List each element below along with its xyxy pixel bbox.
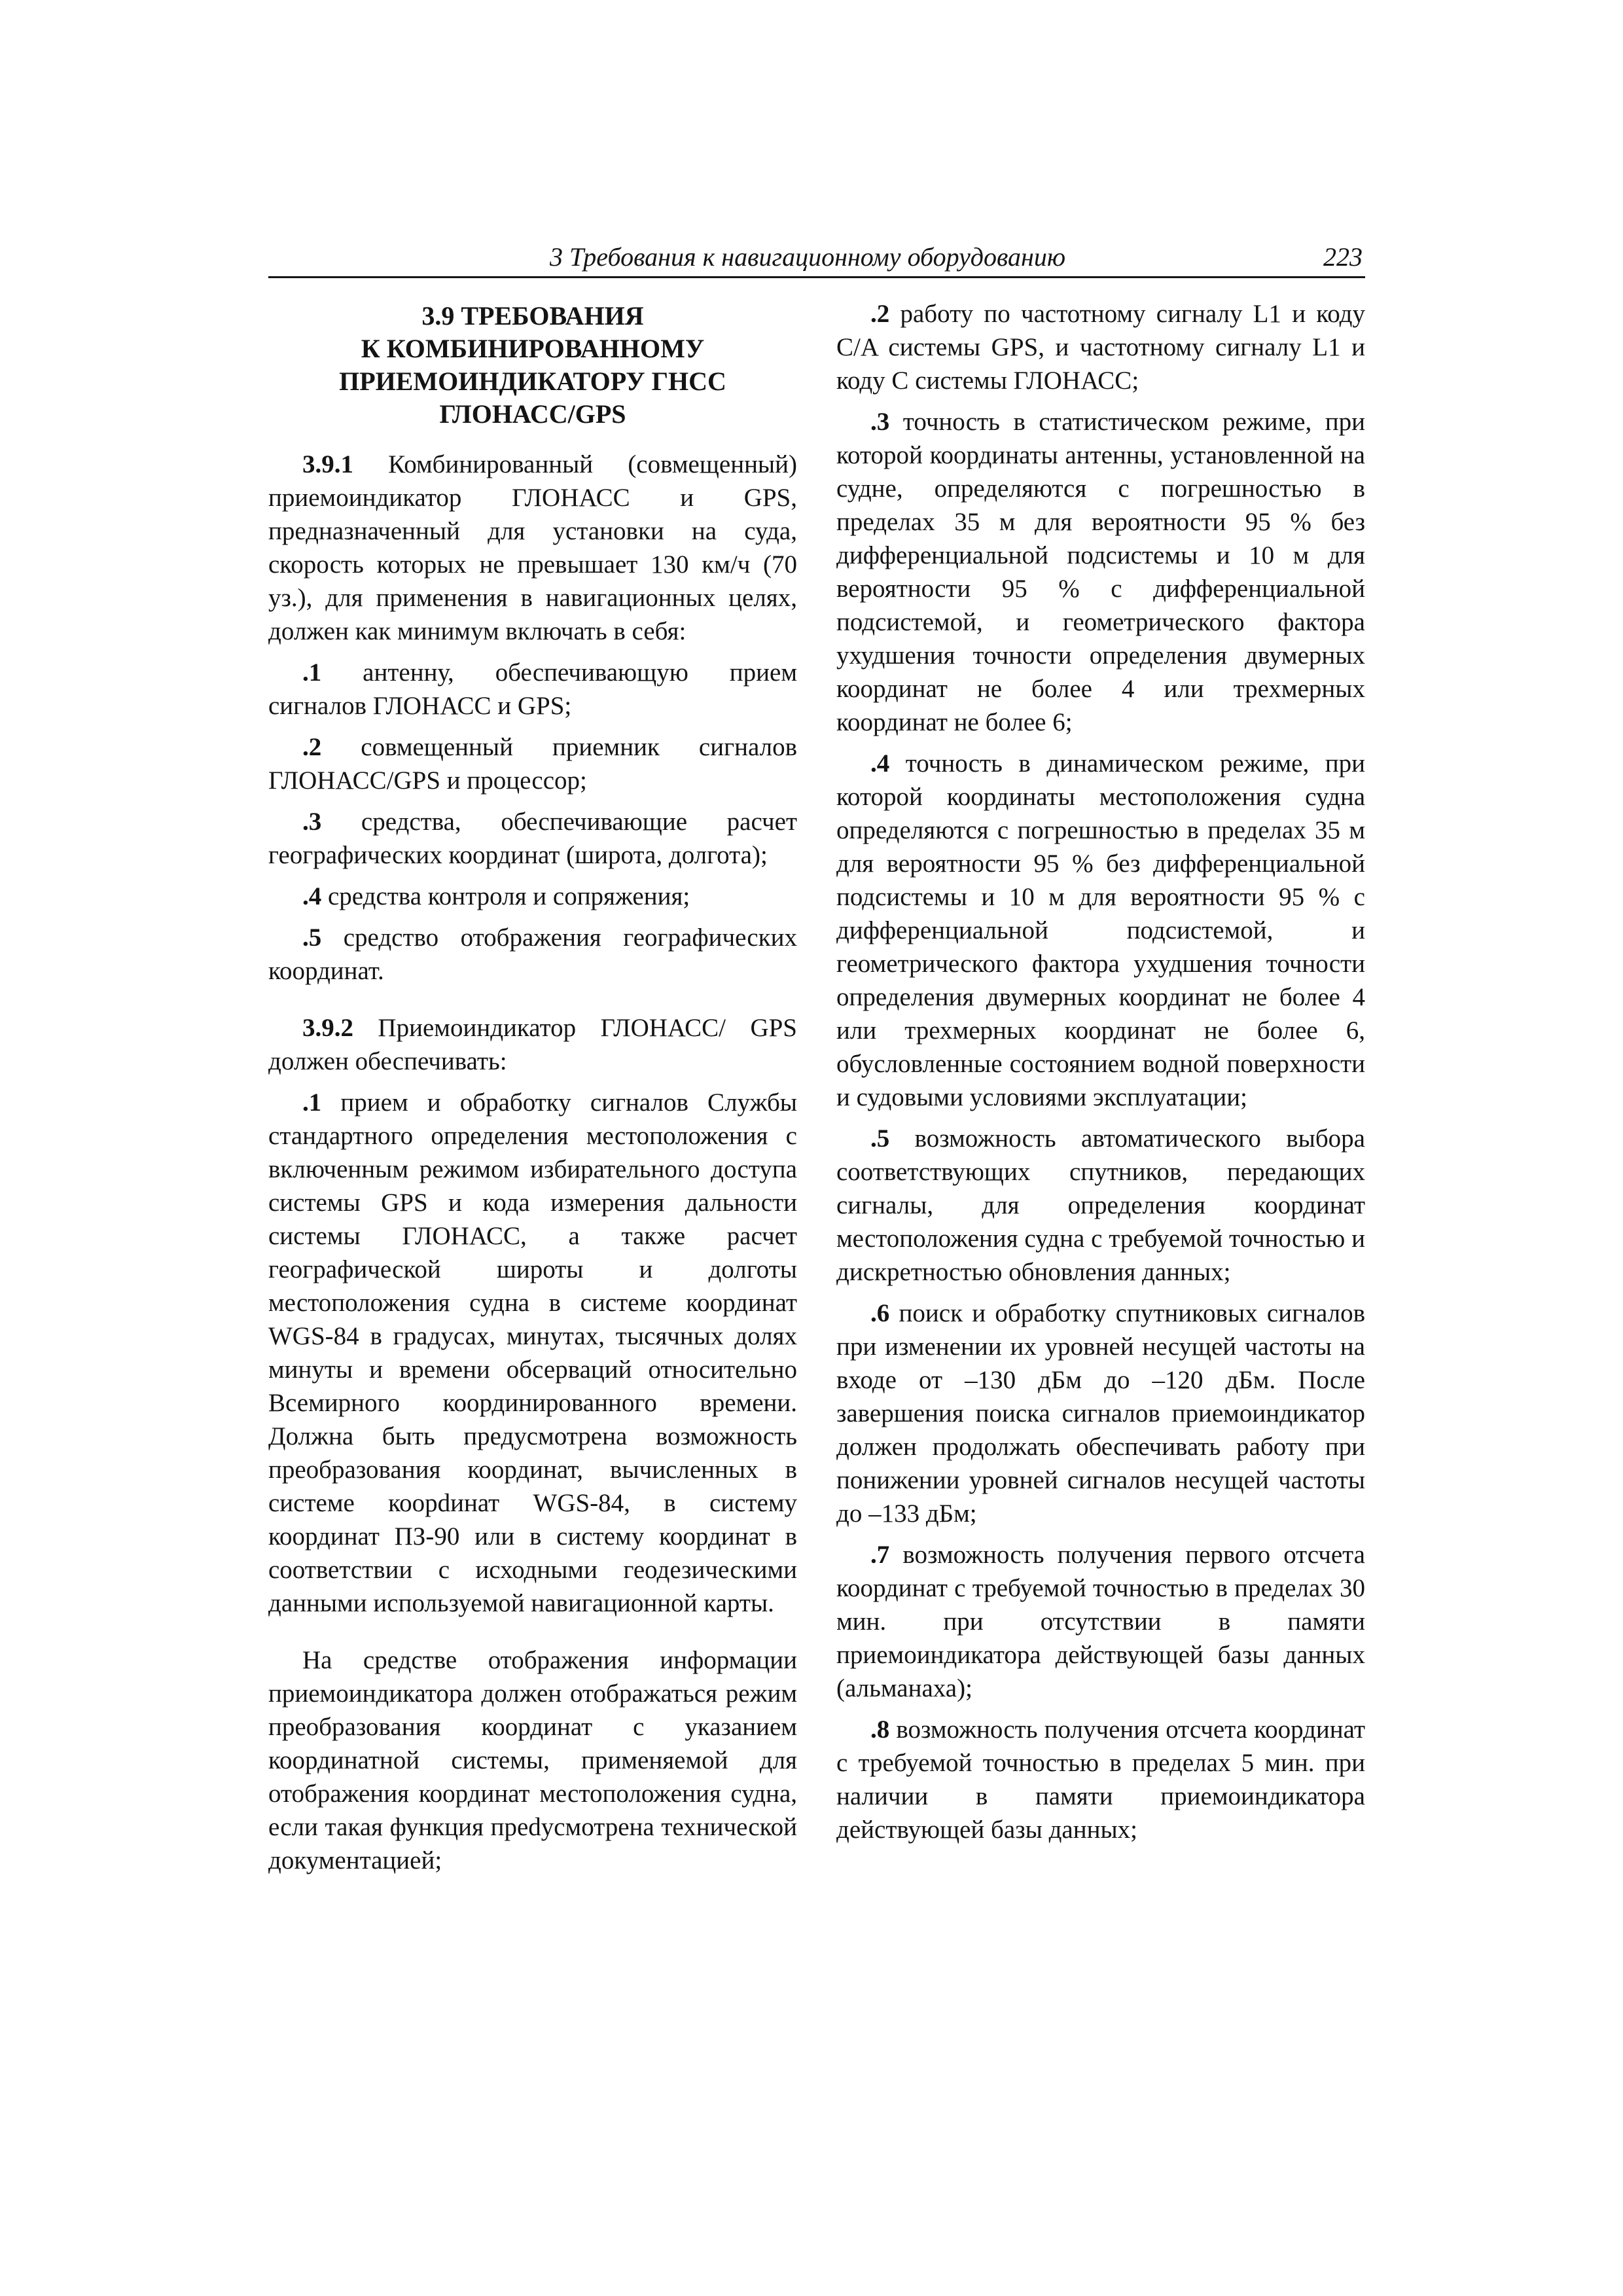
list-item <box>836 747 1365 1114</box>
item-text: прием и обработку сигналов Службы стандартного определения местоположения с включенным режимом избирательного доступа системы GPS и кода измерения дальности системы ГЛОНАСС, а также расчет географической широты и долготы местоположения судна в системе координат WGS-84 в градусах, минутах, тысячных долях минуты и времени обсерваций относительно Всемирного координированного времени. Должна быть предусмотрена возможность преобразования координат, вычисленных в системе коорdинат WGS-84, в систему координат ПЗ-90 или в систему координат в соответствии с исходными геодезическими данными используемой навигационной карты. <box>268 1088 797 1617</box>
running-title: 3 Требования к навигационному оборудованию <box>550 242 1066 272</box>
item-number: .1 <box>302 1088 322 1117</box>
clause-number: 3.9.2 <box>302 1014 353 1042</box>
section-title-line: 3.9 ТРЕБОВАНИЯ <box>421 301 644 331</box>
clause-text: Комбинированный (совмещенный) приемоиндикатор ГЛОНАСС и GPS, предназначенный для установки на суда, скорость которых не превышает 130 км/ч (70 уз.), для применения в навигационных целях, должен как минимум включать в себя: <box>268 450 797 645</box>
clause-3-9-1 <box>268 448 797 648</box>
page-number: 223 <box>1323 242 1363 272</box>
item-number: .5 <box>302 924 322 952</box>
item-text: совмещенный приемник сигналов ГЛОНАСС/GPS и процессор; <box>268 733 797 795</box>
item-number: .4 <box>870 749 890 778</box>
item-number: .3 <box>302 808 322 836</box>
item-text: антенну, обеспечивающую прием сигналов ГЛОНАСС и GPS; <box>268 658 797 720</box>
item-number: .8 <box>870 1715 890 1744</box>
item-number: .1 <box>302 658 322 687</box>
list-item <box>836 1713 1365 1846</box>
section-title <box>268 297 797 431</box>
item-text: работу по частотному сигналу L1 и коду C/A системы GPS, и частотному сигналу L1 и коду C системы ГЛОНАСС; <box>836 300 1365 395</box>
list-item <box>268 656 797 723</box>
item-text: возможность автоматического выбора соответствующих спутников, передающих сигналы, для определения координат местоположения судна с требуемой точностью и дискретностью обновления данных; <box>836 1124 1365 1286</box>
list-item <box>836 1297 1365 1530</box>
clause-number: 3.9.1 <box>302 450 353 478</box>
clause-text: Приемоиндикатор ГЛОНАСС/ GPS должен обеспечивать: <box>268 1014 797 1075</box>
list-item <box>836 1538 1365 1705</box>
right-column <box>836 297 1365 1854</box>
section-title-line: ПРИЕМОИНДИКАТОРУ ГНСС <box>339 367 726 396</box>
section-title-line: ГЛОНАСС/GPS <box>439 399 626 429</box>
item-text: средства контроля и сопряжения; <box>321 882 690 910</box>
list-item <box>268 921 797 988</box>
item-text: возможность получения отсчета координат с требуемой точностью в пределах 5 мин. при наличии в памяти приемоиндикатора действующей базы данных; <box>836 1715 1365 1844</box>
item-number: .4 <box>302 882 322 910</box>
clause-3-9-2 <box>268 1011 797 1078</box>
item-number: .5 <box>870 1124 890 1153</box>
item-number: .7 <box>870 1541 890 1569</box>
list-item <box>268 880 797 913</box>
list-item <box>836 297 1365 397</box>
list-item <box>268 730 797 797</box>
item-text: возможность получения первого отсчета координат с требуемой точностью в пределах 30 мин. при отсутствии в памяти приемоиндикатора действующей базы данных (альманаха); <box>836 1541 1365 1702</box>
list-item <box>836 1122 1365 1289</box>
section-title-line: К КОМБИНИРОВАННОМУ <box>361 334 705 363</box>
item-number: .3 <box>870 408 890 436</box>
item-text: средство отображения географических координат. <box>268 924 797 985</box>
list-item <box>836 405 1365 739</box>
item-text: средства, обеспечивающие расчет географических координат (широта, долгота); <box>268 808 797 869</box>
item-text: поиск и обработку спутниковых сигналов при изменении их уровней несущей частоты на входе от –130 дБм до –120 дБм. После завершения поиска сигналов приемоиндикатор должен продолжать обеспечивать работу при понижении уровней сигналов несущей частоты до –133 дБм; <box>836 1299 1365 1528</box>
item-number: .2 <box>870 300 890 328</box>
running-header <box>268 240 1365 278</box>
list-item <box>268 1086 797 1620</box>
item-text: точность в статистическом режиме, при которой координаты антенны, установленной на судне, определяются с погрешностью в пределах 35 м для вероятности 95 % без дифференциальной подсистемы и 10 м для вероятности 95 % с дифференциальной подсистемой, и геометрического фактора ухудшения точности определения двумерных координат не более 4 или трехмерных координат не более 6; <box>836 408 1365 736</box>
item-number: .2 <box>302 733 322 761</box>
left-column <box>268 297 797 1885</box>
list-item <box>268 805 797 872</box>
display-paragraph: На средстве отображения информации приемоиндикатора должен отображаться режим преобразования координат с указанием координатной системы, применяемой для отображения координат местоположения судна, если такая функция преdусмотрена технической документацией; <box>268 1646 797 1874</box>
item-number: .6 <box>870 1299 890 1327</box>
item-text: точность в динамическом режиме, при которой координаты местоположения судна определяются с погрешностью в пределах 35 м для вероятности 95 % без дифференциальной подсистемы и 10 м для вероятности 95 % с дифференциальной подсистемой, и геометрического фактора ухудшения точности определения двумерных координат не более 4 или трехмерных координат не более 6, обусловленные состоянием водной поверхности и судовыми условиями эксплуатации; <box>836 749 1365 1111</box>
